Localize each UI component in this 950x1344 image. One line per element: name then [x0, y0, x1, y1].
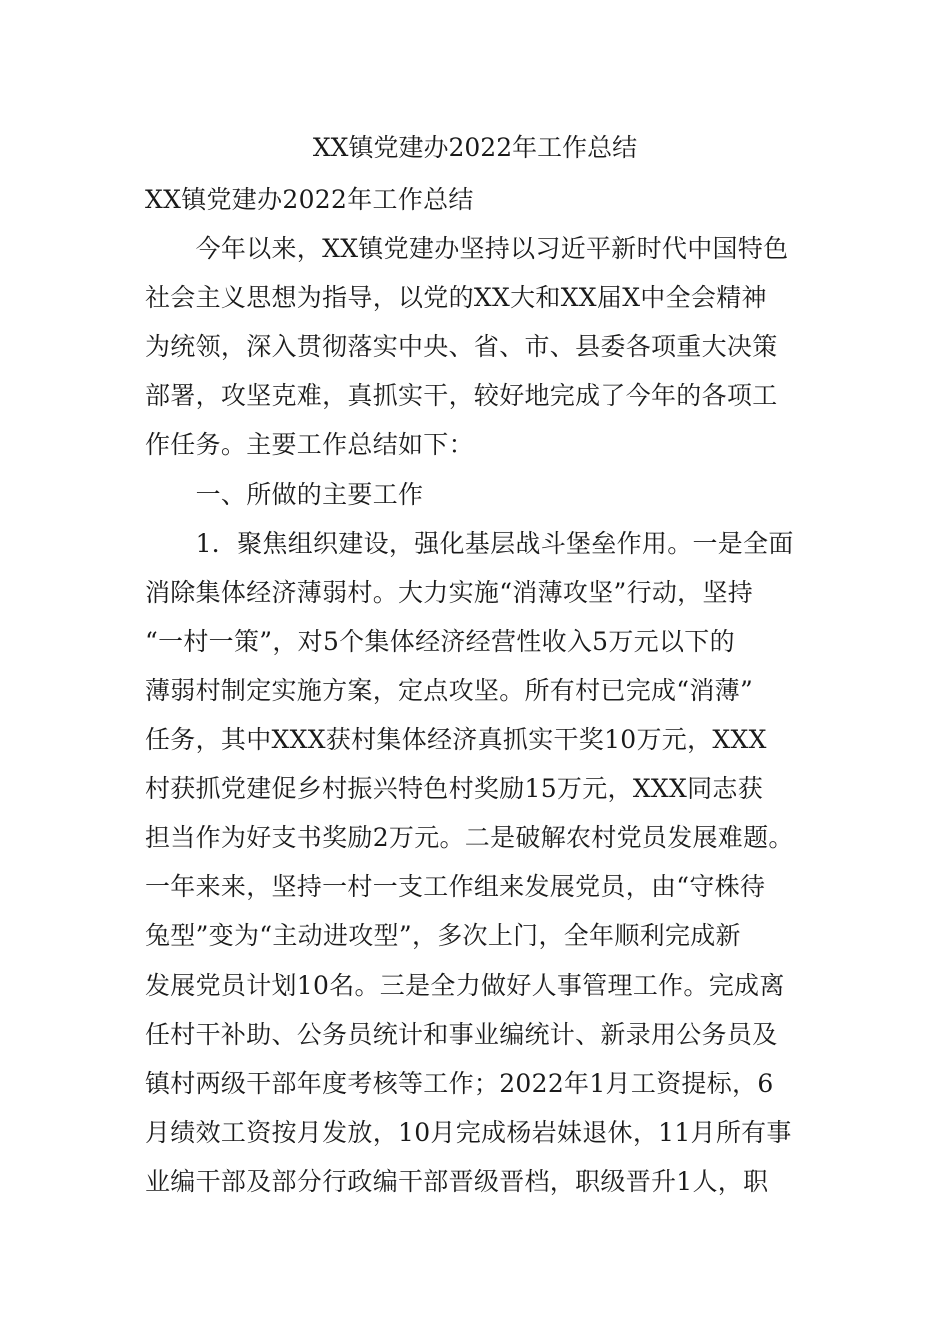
paragraph-line: 任村干补助、公务员统计和事业编统计、新录用公务员及 — [145, 1020, 778, 1049]
paragraph-line: 一年来来，坚持一村一支工作组来发展党员，由“守株待 — [145, 872, 766, 901]
paragraph-line: 消除集体经济薄弱村。大力实施“消薄攻坚”行动，坚持 — [145, 578, 754, 607]
paragraph-line: 兔型”变为“主动进攻型”，多次上门，全年顺利完成新 — [145, 921, 741, 950]
paragraph-line: 今年以来，XX镇党建办坚持以习近平新时代中国特色 — [145, 234, 789, 263]
paragraph-line: 发展党员计划10名。三是全力做好人事管理工作。完成离 — [145, 971, 785, 1000]
paragraph-line: 1．聚焦组织建设，强化基层战斗堡垒作用。一是全面 — [145, 529, 794, 558]
paragraph-line: 业编干部及部分行政编干部晋级晋档，职级晋升1人，职 — [145, 1167, 769, 1196]
paragraph-line: 一、所做的主要工作 — [145, 480, 424, 509]
paragraph-line: 镇村两级干部年度考核等工作；2022年1月工资提标，6 — [145, 1069, 774, 1098]
document-title: XX镇党建办2022年工作总结 — [312, 133, 638, 162]
paragraph-line: 月绩效工资按月发放，10月完成杨岩妹退休，11月所有事 — [145, 1118, 792, 1147]
paragraph-line: “一村一策”，对5个集体经济经营性收入5万元以下的 — [145, 627, 735, 656]
paragraph-line: 任务，其中XXX获村集体经济真抓实干奖10万元，XXX — [145, 725, 767, 754]
paragraph-line: 担当作为好支书奖励2万元。二是破解农村党员发展难题。 — [145, 823, 794, 852]
document-subtitle: XX镇党建办2022年工作总结 — [145, 185, 474, 214]
paragraph-line: 社会主义思想为指导，以党的XX大和XX届X中全会精神 — [145, 283, 767, 312]
paragraph-line: 作任务。主要工作总结如下： — [145, 430, 474, 459]
paragraph-line: 薄弱村制定实施方案，定点攻坚。所有村已完成“消薄” — [145, 676, 754, 705]
paragraph-line: 村获抓党建促乡村振兴特色村奖励15万元，XXX同志获 — [145, 774, 764, 803]
paragraph-line: 为统领，深入贯彻落实中央、省、市、县委各项重大决策 — [145, 332, 778, 361]
paragraph-line: 部署，攻坚克难，真抓实干，较好地完成了今年的各项工 — [145, 381, 778, 410]
